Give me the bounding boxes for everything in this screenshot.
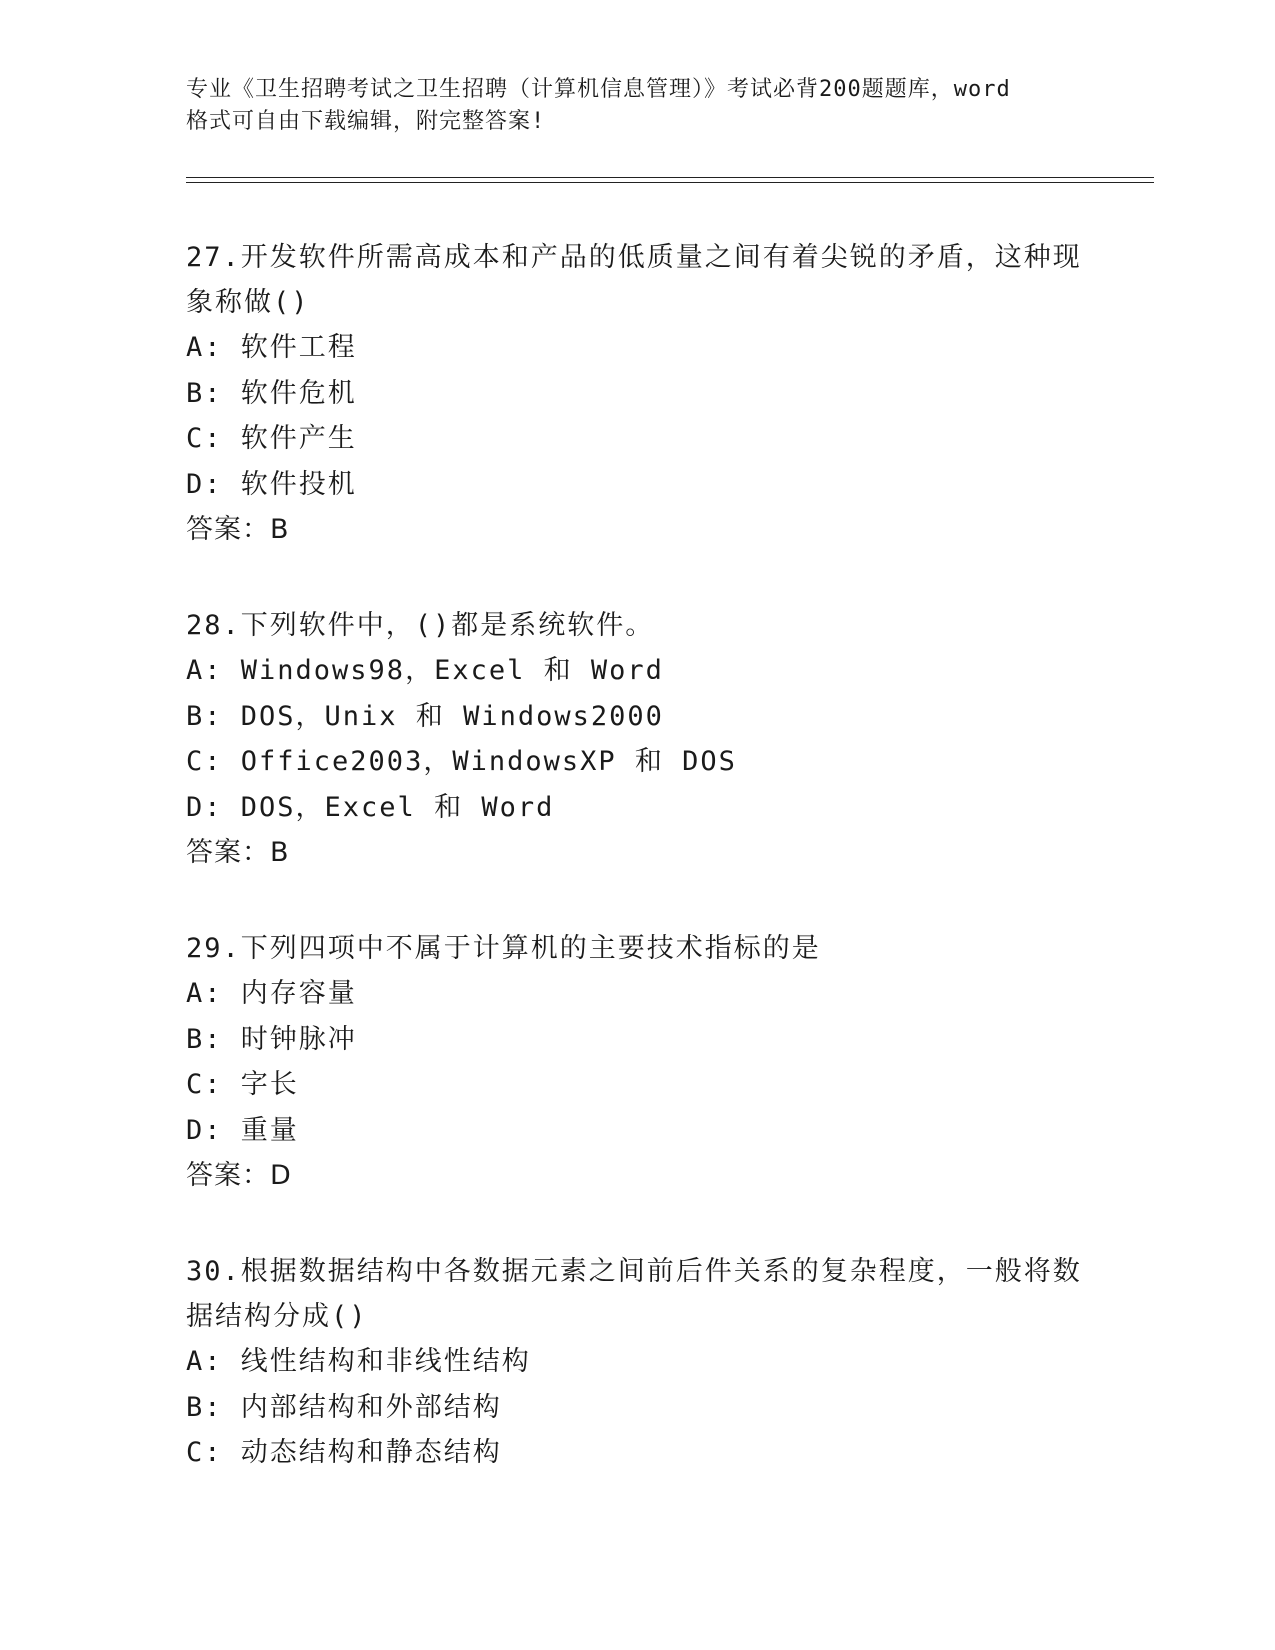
- header-line-2: 格式可自由下载编辑，附完整答案!: [186, 109, 546, 134]
- answer: 答案：B: [186, 837, 290, 868]
- header-divider-bottom: [186, 182, 1154, 183]
- option-a: A: 内存容量: [186, 978, 357, 1009]
- question-text-line: 27.开发软件所需高成本和产品的低质量之间有着尖锐的矛盾，这种现: [186, 242, 1082, 273]
- question-text: [186, 603, 1086, 648]
- question-28: [186, 603, 1086, 876]
- option-d: D: 软件投机: [186, 468, 357, 500]
- option-a: A: 线性结构和非线性结构: [186, 1346, 531, 1377]
- option-a: A: Windows98，Excel 和 Word: [186, 655, 664, 686]
- question-30: [186, 1249, 1086, 1476]
- option-b: B: 内部结构和外部结构: [186, 1391, 502, 1423]
- question-text-line: 象称做(): [186, 287, 310, 318]
- question-text-line: 28.下列软件中，()都是系统软件。: [186, 610, 655, 641]
- answer: 答案：B: [186, 514, 290, 545]
- question-29: [186, 926, 1086, 1199]
- header-divider-top: [186, 177, 1154, 178]
- option-c: C: 字长: [186, 1069, 299, 1100]
- option-c: C: Office2003，WindowsXP 和 DOS: [186, 746, 737, 777]
- question-27: [186, 235, 1086, 553]
- option-b: B: DOS，Unix 和 Windows2000: [186, 700, 664, 732]
- answer: 答案：D: [186, 1160, 292, 1191]
- document-header: [186, 74, 1086, 138]
- question-text-line: 据结构分成(): [186, 1301, 368, 1332]
- question-text: [186, 926, 1086, 971]
- header-line-1: 专业《卫生招聘考试之卫生招聘（计算机信息管理）》考试必背200题题库，word: [186, 77, 1011, 102]
- option-b: B: 软件危机: [186, 377, 357, 409]
- question-text: [186, 235, 1086, 325]
- question-text: [186, 1249, 1086, 1339]
- question-text-line: 29.下列四项中不属于计算机的主要技术指标的是: [186, 933, 821, 964]
- question-text-line: 30.根据数据结构中各数据元素之间前后件关系的复杂程度，一般将数: [186, 1256, 1082, 1287]
- option-c: C: 软件产生: [186, 423, 357, 454]
- option-b: B: 时钟脉冲: [186, 1023, 357, 1055]
- question-list: [186, 235, 1086, 1526]
- option-c: C: 动态结构和静态结构: [186, 1437, 502, 1468]
- option-a: A: 软件工程: [186, 332, 357, 363]
- option-d: D: 重量: [186, 1114, 299, 1146]
- option-d: D: DOS，Excel 和 Word: [186, 791, 555, 823]
